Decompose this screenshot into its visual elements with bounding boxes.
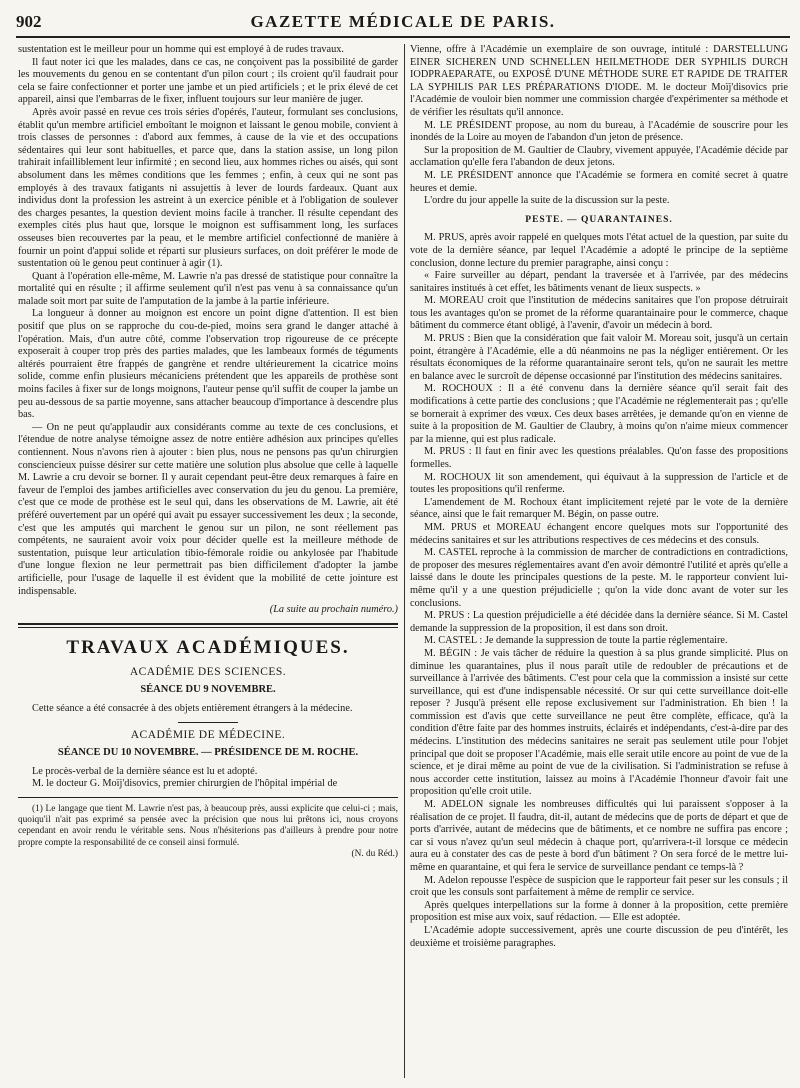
right-paragraph: Après quelques interpellations sur la forme à donner à la proposition, cette première proposition est mise aux voix, sauf rédaction. — Elle est adoptée. [410,899,788,924]
right-paragraph: M. PRUS : Il faut en finir avec les questions préalables. Qu'on fasse des propositions formelles. [410,446,788,470]
footnote: (1) Le langage que tient M. Lawrie n'est pas, à beaucoup près, aussi explicite que celui-ci ; mais, quoiqu'il n'ait pas exprimé sa pensée avec la précision que nous lui prêtons ici, nous croyons cependant en avoir rendu le véritable sens. Nous n'hésiterions pas d'ailleurs à prendre pour notre propre compte la responsabilité de ce conseil ainsi formulé. [18,803,398,848]
left-paragraph: Il faut noter ici que les malades, dans ce cas, ne conçoivent pas la possibilité de garder les mouvements du genou en se contentant d'un pilon court ; ils croient qu'il faudrait pour cela se faire confectionner et porter une jambe et un pied artificiels ; et le prix élevé de cet appareil, ainsi que l'embarras de le fixer, influent toujours sur leur manière de juger. [18,56,398,106]
seance-medecine-heading: SÉANCE DU 10 NOVEMBRE. — PRÉSIDENCE DE M. ROCHE. [57,747,359,759]
right-paragraph: M. CASTEL : Je demande la suppression de toute la partie réglementaire. [424,635,728,647]
seance-sciences-heading: SÉANCE DU 9 NOVEMBRE. [140,684,276,696]
footnote-rule [18,797,398,798]
right-paragraph: M. ADELON signale les nombreuses difficultés qui lui paraissent s'opposer à la réalisation de ce projet. Il faudra, dit-il, autant de médecins que de ports de départ et que de ports d'arrivée, autant de médecins que de bâtiments, et ce nombre ne suffira pas encore ; car si vous n'avez qu'un seul médecin à chaque port, qu'arrivera-t-il lorsque ce médecin aura eu à constater des cas de peste à bord d'un bâtiment ? On sera forcé de le mettre lui-même en quarantaine, et qui fera le service de surveillance pendant ce temps-là ? [410,799,788,873]
right-paragraph: L'amendement de M. Rochoux étant implicitement rejeté par le vote de la dernière séance, ainsi que le fait remarquer M. Bégin, on passe outre. [410,496,788,521]
medecine-paragraph: M. le docteur G. Moïj'disovics, premier chirurgien de l'hôpital impérial de [32,778,338,790]
page-number: 902 [16,12,42,31]
right-paragraph: M. ROCHOUX lit son amendement, qui équivaut à la suppression de l'article et de toutes les propositions qu'il renferme. [410,471,788,496]
page-header [16,10,790,38]
right-paragraph: L'Académie adopte successivement, après une courte discussion de peu d'intérêt, les deuxième et troisième paragraphes. [410,924,788,949]
right-paragraph: Vienne, offre à l'Académie un exemplaire de son ouvrage, intitulé : DARSTELLUNG EINER SICHEREN UND SCHNELLEN HEILMETHODE DER SYPHILIS DURCH IODPRAEPARATE, ou EXPOSÉ D'UNE MÉTHODE SURE ET RAPIDE DE TRAITER LA SYPHILIS PAR LES PRÉPARATIONS D'IODE. M. le docteur Moïj'disovics prie l'Académie de vouloir bien nommer une commission chargée d'expérimenter sa méthode et de vérifier les résultats qu'il annonce. [410,44,788,118]
academy-medecine-heading: ACADÉMIE DE MÉDECINE. [130,728,286,741]
continuation-note: (La suite au prochain numéro.) [269,604,398,616]
journal-title: GAZETTE MÉDICALE DE PARIS. [250,12,556,31]
right-paragraph: M. LE PRÉSIDENT annonce que l'Académie se formera en comité secret à quatre heures et demie. [410,169,788,194]
column-divider [404,44,405,1078]
footnote-signature: (N. du Réd.) [351,849,398,860]
left-paragraph: Quant à l'opération elle-même, M. Lawrie n'a pas dressé de statistique pour connaître la mortalité qui en résulte ; il affirme seulement qu'il n'est pas venu à sa connaissance qu'un malade soit mort par suite de l'amputation de la jambe à la partie inférieure. [18,270,398,307]
right-column [410,44,788,1084]
right-paragraph: L'ordre du jour appelle la suite de la discussion sur la peste. [424,195,670,207]
section-rule [18,623,398,628]
left-paragraph: Après avoir passé en revue ces trois séries d'opérés, l'auteur, formulant ses conclusions, établit qu'un membre artificiel emboîtant le moignon et laissant le genou mobile, convient à trois classes de personnes : d'abord aux femmes, à cause de la vie et des occupations sédentaires qui leur sont habituelles, et parce que, dans la station assise, un long pilon trahirait infailliblement leur infirmité ; en second lieu, aux hommes riches ou aisés, qui sont absolument dans les mêmes conditions que les femmes ; enfin, à ceux qui ne sont pas employés à des travaux fatigants ni assujettis à lever de lourds fardeaux. Quant aux individus dont la profession les astreint à un exercice pénible et à l'obligation de soulever des charges pesantes, la question devient moins facile à trancher. Il résulte cependant des exemples cités plus haut que, lorsque le moignon est suffisamment long, les surfaces osseuses bien recouvertes par la peau, et le membre artificiel confectionné de manière à fournir un point d'appui solide et réparti sur plusieurs surfaces, on doit préférer le mode de sustentation où le genou peut continuer à agir (1). [18,106,398,270]
left-paragraph: La longueur à donner au moignon est encore un point digne d'attention. Il est bien positif que plus on se rapproche du cou-de-pied, moins sera grand le danger attaché à l'opération. Mais, d'un autre côté, comme l'observation trop rigoureuse de ce précepte exposerait à couper trop près des parties malades, que les lambeaux formés de téguments altérés pourraient être frappés de gangrène et rendre ultérieurement la cicatrice moins solide, comme enfin plusieurs mécaniciens prétendent que les appareils de prothèse sont moins faciles à fixer sur de longs moignons, l'auteur pense qu'il suffit de couper la jambe un peu au-dessous de sa partie moyenne, sans attacher beaucoup d'importance à descendre plus bas. [18,308,398,421]
peste-heading: PESTE. — QUARANTAINES. [525,214,673,225]
right-paragraph: M. PRUS, après avoir rappelé en quelques mots l'état actuel de la question, par suite du vote de la dernière séance, par lequel l'Académie a adopté le principe de la septième conclusion, donne lecture du premier paragraphe, ainsi conçu : [410,232,788,269]
quoted-paragraph: « Faire surveiller au départ, pendant la traversée et à l'arrivée, par des médecins sanitaires institués à cet effet, les bâtiments venant de lieux suspects. » [410,270,788,294]
right-paragraph: M. ROCHOUX : Il a été convenu dans la dernière séance qu'il serait fait des modifications à cette partie des conclusions ; que l'Académie ne réglementerait pas ; qu'elle se bornerait à exprimer des vœux. Ces deux bases arrêtées, je demande qu'on en vienne de suite à la proposition de M. Gaultier de Claubry, à moins qu'on n'aime mieux commencer par la mienne, qui est plus radicale. [410,383,788,445]
short-divider [178,722,238,723]
academy-sciences-heading: ACADÉMIE DES SCIENCES. [129,665,287,678]
right-paragraph: MM. PRUS et MOREAU échangent encore quelques mots sur l'opportunité des médecins sanitaires et sur les attributions respectives de ces médecins et des consuls. [410,521,788,546]
left-paragraph: sustentation est le meilleur pour un homme qui est employé à de rudes travaux. [18,44,344,55]
left-column [18,44,398,1084]
right-paragraph: M. Adelon repousse l'espèce de suspicion que le rapporteur fait peser sur les consuls ; il croit que les consuls sont parfaitement à même de remplir ce service. [410,874,788,899]
left-paragraph: — On ne peut qu'applaudir aux considérants comme au texte de ces conclusions, et l'étendue de notre analyse témoigne assez de notre entière adhésion aux principes qu'elles contiennent. Nous n'avons rien à ajouter : bien plus, nous ne pensons pas qu'un chirurgien consciencieux puisse désirer sur cette matière une solution plus absolue que celle à laquelle M. Lawrie a cru devoir se borner. Il y aurait cependant peut-être deux remarques à faire en faveur de l'emploi des jambes artificielles avec conservation du jeu du genou. La première, c'est que ce mode de prothèse est le seul qui, dans les observations de M. Lawrie, ait été préféré ouvertement par un opéré qui avait pu essayer successivement les deux ; la seconde, c'est que les amputés qui marchent le genou sur un pilon, ne sont réellement pas compétents, ne sauraient avoir voix pour décider quelle est la meilleure méthode de sustentation, puisque leur articulation tibio-fémorale roidie ou ankylosée par l'habitude d'une longue flexion ne leur permettrait pas bien difficilement d'adopter la jambe artificielle, pour l'usage de laquelle il est évident que la mobilité de cette jointure est indispensable. [18,421,398,597]
right-paragraph: M. BÉGIN : Je vais tâcher de réduire la question à sa plus grande simplicité. Plus on diminue les quarantaines, plus il nous paraît utile de redoubler de précautions et de surveillance à l'arrivée des bâtiments. C'est pour cela que la commission a insisté sur cette surveillance, qui est d'une indispensable nécessité. Or sur qui cette surveillance doit-elle reposer ? Jusqu'à présent elle repose exclusivement sur l'administration. Eh bien ! la commission est d'avis que cette surveillance ne peut être complète, efficace, qu'à la condition d'être faite par des hommes instruits, éclairés et indépendants, c'est-à-dire par des médecins. L'institution des médecins sanitaires ne serait pas seulement utile pour l'objet principal que doit se proposer l'Académie, mais elle serait utile encore au point de vue de la science, et je dirai même au point de vue de la civilisation. Si l'administration se refuse à nous accorder cette institution, laissez au moins à l'Académie l'honneur d'avoir fait une proposition qu'elle croit utile. [410,647,788,798]
right-paragraph: M. PRUS : La question préjudicielle a été décidée dans la dernière séance. Si M. Castel demande la suppression de la proposition, il est dans son droit. [410,610,788,634]
right-paragraph: Sur la proposition de M. Gaultier de Claubry, vivement appuyée, l'Académie décide par acclamation qu'elle fera l'abandon de deux jetons. [410,144,788,169]
right-paragraph: M. MOREAU croit que l'institution de médecins sanitaires que l'on propose détruirait tous les avantages qu'on se promet de la réforme quarantainaire pour le commerce, chaque bâtiment du commerce étant obligé, à l'avenir, d'avoir un médecin à bord. [410,295,788,332]
sciences-paragraph: Cette séance a été consacrée à des objets entièrement étrangers à la médecine. [32,702,353,714]
right-paragraph: M. CASTEL reproche à la commission de marcher de contradictions en contradictions, de proposer des mesures réglementaires avant d'en avoir démontré l'utilité et après qu'elle a laissé dans le doute les principales questions de la peste. M. le rapporteur convient lui-même qu'il y a une question préjudicielle ; qu'on la vide donc avant de voter sur les conclusions. [410,547,788,609]
medecine-paragraph: Le procès-verbal de la dernière séance est lu et adopté. [32,765,258,777]
right-paragraph: M. LE PRÉSIDENT propose, au nom du bureau, à l'Académie de souscrire pour les inondés de la Loire au moyen de l'abandon d'un jeton de présence. [410,119,788,144]
section-title: TRAVAUX ACADÉMIQUES. [66,636,350,658]
right-paragraph: M. PRUS : Bien que la considération que fait valoir M. Moreau soit, jusqu'à un certain point, étrangère à l'Académie, elle a dû néanmoins ne pas la négliger entièrement. Or les résultats économiques de la réforme quarantainaire seront tels, qu'on ne saurait les mettre en balance avec le surcroît de dépense occasionné par l'institution des médecins sanitaires. [410,333,788,382]
